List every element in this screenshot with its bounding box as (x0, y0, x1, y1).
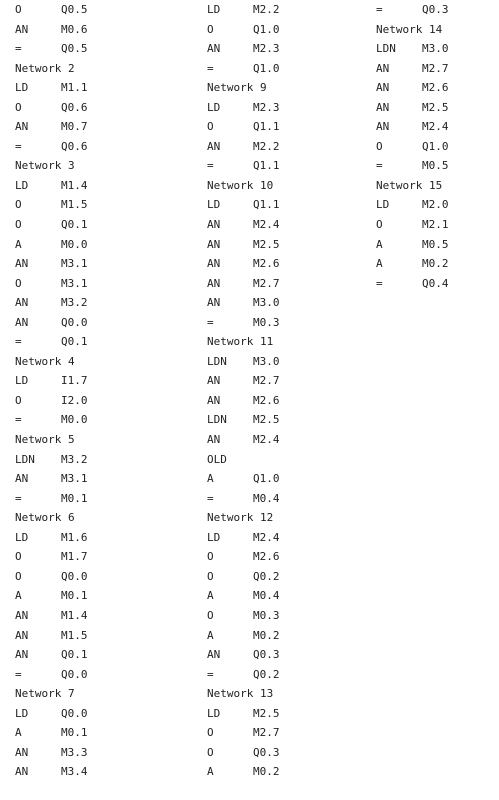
network-title: Network 2 (15, 61, 75, 75)
instruction-line (15, 645, 190, 665)
instruction-line (207, 274, 367, 294)
instruction-mnemonic: A (376, 257, 383, 271)
instruction-mnemonic: OLD (207, 452, 227, 466)
instruction-operand: M3.0 (422, 42, 449, 56)
instruction-operand: Q0.3 (253, 745, 280, 759)
instruction-mnemonic: AN (15, 472, 29, 486)
instruction-mnemonic: = (376, 3, 383, 16)
instruction-mnemonic: AN (15, 628, 29, 642)
instruction-mnemonic: O (15, 3, 22, 16)
instruction-operand: Q1.0 (253, 472, 280, 486)
instruction-operand: Q0.4 (422, 276, 449, 290)
instruction-mnemonic: = (15, 139, 22, 153)
instruction-mnemonic: O (207, 608, 214, 622)
instruction-mnemonic: A (207, 765, 214, 779)
instruction-line (207, 743, 367, 763)
instruction-operand: Q0.6 (61, 139, 88, 153)
network-title: Network 4 (15, 354, 75, 368)
instruction-line (376, 78, 496, 98)
instruction-operand: M2.3 (253, 100, 280, 114)
instruction-line (15, 195, 190, 215)
instruction-mnemonic: AN (15, 608, 29, 622)
instruction-line (15, 176, 190, 196)
instruction-mnemonic: AN (376, 81, 390, 95)
instruction-operand: M3.0 (253, 296, 280, 310)
instruction-line (207, 430, 367, 450)
instruction-mnemonic: LD (207, 530, 221, 544)
instruction-mnemonic: O (15, 393, 22, 407)
network-header (207, 684, 367, 704)
instruction-line (207, 391, 367, 411)
instruction-operand: M3.1 (61, 257, 88, 271)
instruction-operand: M0.3 (253, 315, 280, 329)
instruction-operand: Q0.1 (61, 218, 88, 232)
instruction-operand: Q1.0 (253, 61, 280, 75)
instruction-mnemonic: O (15, 198, 22, 212)
instruction-operand: M2.7 (253, 374, 280, 388)
instruction-mnemonic: AN (207, 393, 221, 407)
instruction-mnemonic: = (376, 276, 383, 290)
instruction-operand: Q0.3 (422, 3, 449, 16)
instruction-line (207, 567, 367, 587)
instruction-mnemonic: LDN (15, 452, 35, 466)
instruction-mnemonic: AN (207, 648, 221, 662)
instruction-line (376, 156, 496, 176)
instruction-line (207, 704, 367, 724)
instruction-mnemonic: = (15, 335, 22, 349)
instruction-line (207, 528, 367, 548)
instruction-operand: I2.0 (61, 393, 88, 407)
network-title: Network 13 (207, 687, 274, 701)
instruction-mnemonic: LD (207, 3, 221, 16)
network-header (376, 20, 496, 40)
instruction-mnemonic: A (376, 237, 383, 251)
instruction-mnemonic: = (15, 413, 22, 427)
instruction-operand: M2.5 (253, 237, 280, 251)
instruction-mnemonic: LD (207, 100, 221, 114)
instruction-mnemonic: O (207, 550, 214, 564)
instruction-mnemonic: O (207, 569, 214, 583)
instruction-line (207, 645, 367, 665)
instruction-mnemonic: LD (207, 706, 221, 720)
instruction-line (15, 528, 190, 548)
instruction-line (376, 215, 496, 235)
instruction-mnemonic: LDN (376, 42, 396, 56)
instruction-operand: M2.7 (422, 61, 449, 75)
instruction-mnemonic: = (207, 491, 214, 505)
instruction-mnemonic: LD (15, 374, 29, 388)
instruction-operand: M2.6 (253, 550, 280, 564)
instruction-line (207, 20, 367, 40)
instruction-mnemonic: O (376, 139, 383, 153)
instruction-operand: M0.1 (61, 589, 88, 603)
instruction-operand: M0.0 (61, 413, 88, 427)
instruction-mnemonic: AN (207, 218, 221, 232)
instruction-operand: M2.7 (253, 726, 280, 740)
instruction-operand: M2.4 (253, 530, 280, 544)
instruction-mnemonic: LD (376, 198, 390, 212)
instruction-line (207, 352, 367, 372)
instruction-mnemonic: = (207, 159, 214, 173)
instruction-operand: Q1.1 (253, 159, 280, 173)
instruction-line (15, 293, 190, 313)
instruction-operand: M2.2 (253, 139, 280, 153)
instruction-mnemonic: O (15, 569, 22, 583)
instruction-mnemonic: = (207, 61, 214, 75)
instruction-line (207, 117, 367, 137)
instruction-mnemonic: O (207, 745, 214, 759)
instruction-operand: M2.6 (253, 393, 280, 407)
instruction-line (15, 371, 190, 391)
instruction-operand: M1.5 (61, 628, 88, 642)
instruction-mnemonic: AN (207, 374, 221, 388)
instruction-operand: M0.0 (61, 237, 88, 251)
instruction-line (207, 313, 367, 333)
instruction-line (207, 137, 367, 157)
instruction-line (15, 762, 190, 782)
instruction-line (207, 293, 367, 313)
instruction-operand: Q0.0 (61, 315, 88, 329)
instruction-operand: M3.0 (253, 354, 280, 368)
instruction-line (207, 547, 367, 567)
instruction-operand: M2.5 (422, 100, 449, 114)
instruction-line (207, 195, 367, 215)
instruction-mnemonic: = (15, 42, 22, 56)
instruction-mnemonic: AN (15, 765, 29, 779)
instruction-mnemonic: LD (207, 198, 221, 212)
instruction-operand: M3.1 (61, 276, 88, 290)
instruction-line (207, 156, 367, 176)
instruction-mnemonic: O (15, 550, 22, 564)
instruction-operand: Q0.1 (61, 648, 88, 662)
instruction-mnemonic: AN (15, 22, 29, 36)
network-header (15, 59, 190, 79)
instruction-line (15, 20, 190, 40)
instruction-operand: M1.7 (61, 550, 88, 564)
instruction-mnemonic: O (207, 726, 214, 740)
instruction-operand: M3.4 (61, 765, 88, 779)
instruction-line (207, 59, 367, 79)
instruction-operand: Q0.5 (61, 3, 88, 16)
network-header (15, 156, 190, 176)
instruction-line (15, 626, 190, 646)
instruction-operand: M3.3 (61, 745, 88, 759)
instruction-line (207, 39, 367, 59)
instruction-line (15, 117, 190, 137)
instruction-line (15, 586, 190, 606)
instruction-line (15, 665, 190, 685)
instruction-line (15, 723, 190, 743)
instruction-mnemonic: AN (207, 139, 221, 153)
instruction-line (15, 332, 190, 352)
instruction-mnemonic: AN (376, 120, 390, 134)
instruction-line (207, 254, 367, 274)
instruction-mnemonic: LDN (207, 354, 227, 368)
instruction-line (376, 59, 496, 79)
instruction-mnemonic: O (207, 22, 214, 36)
instruction-line (15, 274, 190, 294)
instruction-line (207, 450, 367, 470)
instruction-operand: M2.4 (253, 433, 280, 447)
listing-column-2 (207, 0, 367, 782)
instruction-operand: Q0.0 (61, 667, 88, 681)
instruction-mnemonic: O (15, 276, 22, 290)
instruction-mnemonic: AN (207, 257, 221, 271)
instruction-mnemonic: A (15, 726, 22, 740)
instruction-line (376, 235, 496, 255)
instruction-mnemonic: O (207, 120, 214, 134)
instruction-operand: M1.5 (61, 198, 88, 212)
instruction-line (207, 98, 367, 118)
instruction-line (15, 489, 190, 509)
instruction-mnemonic: AN (15, 315, 29, 329)
instruction-operand: M2.5 (253, 413, 280, 427)
instruction-mnemonic: AN (376, 100, 390, 114)
instruction-line (376, 137, 496, 157)
instruction-operand: Q0.2 (253, 667, 280, 681)
instruction-mnemonic: AN (207, 433, 221, 447)
instruction-operand: M0.4 (253, 589, 280, 603)
network-title: Network 6 (15, 511, 75, 525)
instruction-mnemonic: AN (207, 42, 221, 56)
instruction-operand: M1.4 (61, 178, 88, 192)
instruction-operand: Q1.1 (253, 120, 280, 134)
instruction-operand: M2.2 (253, 3, 280, 16)
instruction-line (207, 215, 367, 235)
instruction-line (15, 98, 190, 118)
network-title: Network 14 (376, 22, 443, 36)
instruction-mnemonic: LD (15, 81, 29, 95)
instruction-line (376, 195, 496, 215)
instruction-mnemonic: AN (15, 257, 29, 271)
instruction-operand: I1.7 (61, 374, 88, 388)
instruction-mnemonic: A (207, 589, 214, 603)
network-header (15, 684, 190, 704)
instruction-line (15, 469, 190, 489)
network-title: Network 5 (15, 433, 75, 447)
instruction-mnemonic: O (376, 218, 383, 232)
network-title: Network 12 (207, 511, 274, 525)
instruction-operand: M2.6 (422, 81, 449, 95)
instruction-line (207, 762, 367, 782)
instruction-operand: M1.4 (61, 608, 88, 622)
instruction-operand: M2.4 (253, 218, 280, 232)
instruction-operand: M1.1 (61, 81, 88, 95)
instruction-mnemonic: AN (15, 745, 29, 759)
instruction-operand: Q0.0 (61, 706, 88, 720)
instruction-line (376, 98, 496, 118)
instruction-line (207, 586, 367, 606)
instruction-line (15, 78, 190, 98)
instruction-line (15, 410, 190, 430)
instruction-mnemonic: = (15, 491, 22, 505)
instruction-mnemonic: AN (207, 237, 221, 251)
network-header (207, 78, 367, 98)
instruction-operand: Q0.6 (61, 100, 88, 114)
instruction-line (15, 567, 190, 587)
instruction-line (376, 117, 496, 137)
instruction-line (15, 606, 190, 626)
instruction-mnemonic: = (376, 159, 383, 173)
instruction-operand: M0.2 (253, 765, 280, 779)
instruction-line (15, 235, 190, 255)
instruction-operand: M0.6 (61, 22, 88, 36)
instruction-line (15, 39, 190, 59)
instruction-mnemonic: = (207, 667, 214, 681)
instruction-line (207, 626, 367, 646)
instruction-mnemonic: LDN (207, 413, 227, 427)
instruction-line (207, 371, 367, 391)
instruction-operand: Q0.5 (61, 42, 88, 56)
instruction-line (376, 0, 496, 20)
instruction-line (207, 665, 367, 685)
instruction-line (207, 489, 367, 509)
network-title: Network 10 (207, 178, 274, 192)
instruction-line (15, 254, 190, 274)
instruction-operand: M0.2 (253, 628, 280, 642)
network-header (15, 430, 190, 450)
instruction-operand: M0.5 (422, 159, 449, 173)
instruction-operand: Q1.1 (253, 198, 280, 212)
instruction-mnemonic: AN (15, 120, 29, 134)
instruction-line (207, 606, 367, 626)
network-header (15, 352, 190, 372)
instruction-line (15, 704, 190, 724)
instruction-operand: M2.4 (422, 120, 449, 134)
instruction-operand: Q1.0 (422, 139, 449, 153)
instruction-line (15, 137, 190, 157)
network-header (207, 332, 367, 352)
instruction-line (207, 723, 367, 743)
instruction-mnemonic: A (207, 472, 214, 486)
instruction-operand: M0.3 (253, 608, 280, 622)
instruction-mnemonic: = (207, 315, 214, 329)
listing-column-1 (15, 0, 190, 782)
instruction-operand: M0.1 (61, 491, 88, 505)
instruction-line (15, 313, 190, 333)
instruction-line (15, 391, 190, 411)
instruction-operand: M2.3 (253, 42, 280, 56)
network-title: Network 9 (207, 81, 267, 95)
instruction-line (15, 743, 190, 763)
network-title: Network 11 (207, 335, 274, 349)
instruction-operand: M3.2 (61, 452, 88, 466)
network-header (376, 176, 496, 196)
network-title: Network 7 (15, 687, 75, 701)
instruction-operand: M3.2 (61, 296, 88, 310)
instruction-mnemonic: LD (15, 706, 29, 720)
instruction-mnemonic: AN (207, 296, 221, 310)
network-header (15, 508, 190, 528)
instruction-mnemonic: A (207, 628, 214, 642)
instruction-line (376, 274, 496, 294)
network-title: Network 3 (15, 159, 75, 173)
instruction-mnemonic: O (15, 218, 22, 232)
instruction-operand: M3.1 (61, 472, 88, 486)
instruction-operand: M2.1 (422, 218, 449, 232)
instruction-mnemonic: AN (207, 276, 221, 290)
instruction-line (15, 547, 190, 567)
instruction-operand: Q1.0 (253, 22, 280, 36)
instruction-mnemonic: O (15, 100, 22, 114)
instruction-operand: M0.5 (422, 237, 449, 251)
instruction-operand: M2.5 (253, 706, 280, 720)
instruction-mnemonic: AN (15, 648, 29, 662)
instruction-operand: M0.7 (61, 120, 88, 134)
instruction-mnemonic: AN (376, 61, 390, 75)
instruction-operand: Q0.3 (253, 648, 280, 662)
instruction-mnemonic: LD (15, 530, 29, 544)
instruction-line (207, 0, 367, 20)
instruction-operand: M0.4 (253, 491, 280, 505)
network-header (207, 508, 367, 528)
instruction-mnemonic: LD (15, 178, 29, 192)
instruction-line (207, 410, 367, 430)
instruction-mnemonic: = (15, 667, 22, 681)
instruction-operand: M0.1 (61, 726, 88, 740)
instruction-operand: M2.6 (253, 257, 280, 271)
instruction-operand: M0.2 (422, 257, 449, 271)
instruction-line (207, 235, 367, 255)
network-header (207, 176, 367, 196)
listing-column-3 (376, 0, 496, 293)
instruction-operand: Q0.1 (61, 335, 88, 349)
instruction-line (15, 215, 190, 235)
instruction-mnemonic: A (15, 237, 22, 251)
instruction-line (376, 39, 496, 59)
network-title: Network 15 (376, 178, 443, 192)
instruction-operand: Q0.0 (61, 569, 88, 583)
instruction-line (15, 0, 190, 20)
instruction-operand: M2.7 (253, 276, 280, 290)
instruction-line (376, 254, 496, 274)
instruction-line (207, 469, 367, 489)
instruction-operand: M2.0 (422, 198, 449, 212)
instruction-operand: M1.6 (61, 530, 88, 544)
instruction-mnemonic: A (15, 589, 22, 603)
instruction-line (15, 450, 190, 470)
instruction-mnemonic: AN (15, 296, 29, 310)
instruction-operand: Q0.2 (253, 569, 280, 583)
